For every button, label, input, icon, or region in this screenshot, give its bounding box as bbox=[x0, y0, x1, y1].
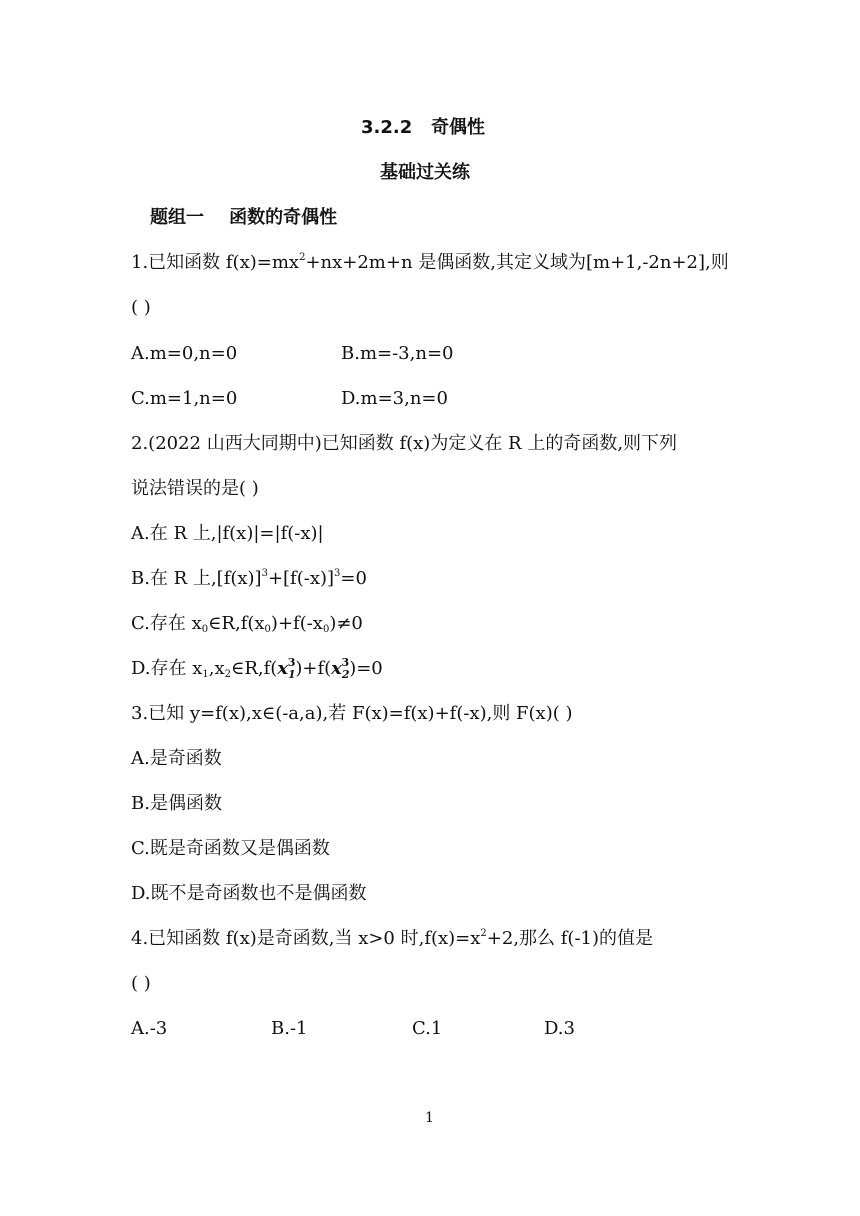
q3-option-b: B.是偶函数 bbox=[131, 793, 222, 814]
question-4-stem bbox=[131, 927, 653, 951]
q2d-math-x2-sup: 3 bbox=[341, 656, 350, 669]
q1-option-a: A.m=0,n=0 bbox=[131, 343, 238, 364]
question-1-answer-blank: ( ) bbox=[131, 297, 151, 318]
q2d-math-x1-base: x bbox=[277, 658, 289, 679]
question-4-answer-blank: ( ) bbox=[131, 973, 151, 994]
q2c-text-c: )+f(-x bbox=[270, 613, 323, 634]
q2b-exponent-2: 3 bbox=[334, 568, 341, 579]
q2c-text-d: )≠0 bbox=[329, 613, 363, 634]
q2d-math-x2-cubed bbox=[331, 658, 349, 679]
q4-exponent: 2 bbox=[480, 928, 487, 939]
subtitle: 基础过关练 bbox=[380, 162, 470, 183]
q2d-text-c: ∈R,f( bbox=[231, 658, 278, 679]
question-2-stem-line1: 2.(2022 山西大同期中)已知函数 f(x)为定义在 R 上的奇函数,则下列 bbox=[131, 433, 678, 454]
section-heading bbox=[361, 116, 485, 140]
q2d-subscript-1: 1 bbox=[202, 669, 209, 680]
q2-option-b bbox=[131, 567, 367, 591]
q2d-math-x1-sup: 3 bbox=[287, 656, 296, 669]
q2d-math-x2-base: x bbox=[331, 658, 342, 679]
section-title: 奇偶性 bbox=[431, 117, 486, 138]
question-3-stem: 3.已知 y=f(x),x∈(-a,a),若 F(x)=f(x)+f(-x),则 F(x)( ) bbox=[131, 703, 573, 724]
q4-option-c: C.1 bbox=[412, 1018, 443, 1039]
q4-text-a: 4.已知函数 f(x)是奇函数,当 x>0 时,f(x)=x bbox=[131, 928, 481, 949]
group-title: 函数的奇偶性 bbox=[229, 207, 338, 228]
section-number: 3.2.2 bbox=[361, 117, 413, 138]
q2d-math-x1-sub: 1 bbox=[288, 668, 296, 681]
q1-exponent: 2 bbox=[299, 252, 306, 263]
q2c-subscript-3: 0 bbox=[322, 624, 330, 635]
question-2-stem-line2: 说法错误的是( ) bbox=[131, 478, 259, 499]
q2c-subscript-2: 0 bbox=[264, 624, 271, 635]
q1-option-d: D.m=3,n=0 bbox=[341, 388, 448, 409]
q2b-text-c: =0 bbox=[340, 568, 367, 589]
q2c-subscript-1: 0 bbox=[201, 624, 209, 635]
q4-option-d: D.3 bbox=[544, 1018, 575, 1039]
q2d-text-d: )+f( bbox=[295, 658, 332, 679]
q2b-text-a: B.在 R 上,[f(x)] bbox=[131, 568, 262, 589]
q1-text-b: +nx+2m+n 是偶函数,其定义域为[m+1,-2n+2],则 bbox=[305, 252, 729, 273]
q3-option-a: A.是奇函数 bbox=[131, 748, 222, 769]
q4-option-a: A.-3 bbox=[131, 1018, 168, 1039]
q1-option-b: B.m=-3,n=0 bbox=[341, 343, 454, 364]
q2d-text-e: )=0 bbox=[349, 658, 383, 679]
q3-option-c: C.既是奇函数又是偶函数 bbox=[131, 838, 330, 859]
q2-option-a: A.在 R 上,|f(x)|=|f(-x)| bbox=[131, 523, 324, 544]
group-heading bbox=[150, 206, 337, 230]
q2d-math-x2-sub: 2 bbox=[341, 668, 350, 681]
q2d-math-x1-cubed bbox=[277, 658, 295, 679]
q1-text-a: 1.已知函数 f(x)=mx bbox=[131, 252, 300, 273]
q2c-text-a: C.存在 x bbox=[131, 613, 202, 634]
q4-option-b: B.-1 bbox=[271, 1018, 308, 1039]
q3-option-d: D.既不是奇函数也不是偶函数 bbox=[131, 883, 367, 904]
q2-option-c bbox=[131, 612, 363, 636]
q2b-exponent-1: 3 bbox=[261, 568, 268, 579]
q2b-text-b: +[f(-x)] bbox=[267, 568, 335, 589]
question-1-stem bbox=[131, 251, 729, 275]
q2d-subscript-2: 2 bbox=[224, 669, 232, 680]
q1-option-c: C.m=1,n=0 bbox=[131, 388, 238, 409]
q2c-text-b: ∈R,f(x bbox=[208, 613, 265, 634]
q2d-text-a: D.存在 x bbox=[131, 658, 203, 679]
q4-text-b: +2,那么 f(-1)的值是 bbox=[486, 928, 654, 949]
q2-option-d bbox=[131, 657, 383, 681]
q2d-text-b: ,x bbox=[208, 658, 225, 679]
page-number: 1 bbox=[425, 1110, 434, 1126]
group-label: 题组一 bbox=[150, 207, 204, 228]
